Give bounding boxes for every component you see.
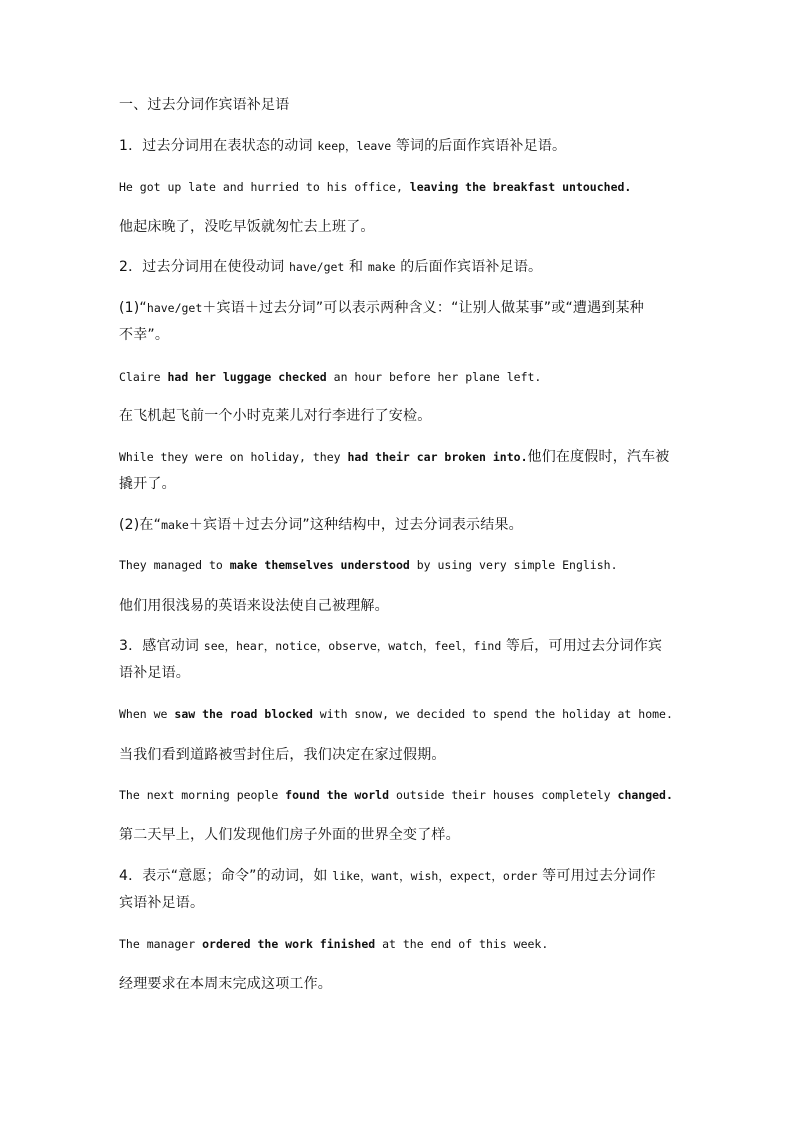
rule-3-title-cont: 语补足语。 <box>119 665 190 681</box>
text-run: 3．感官动词 <box>119 638 204 654</box>
text-run: Claire <box>119 370 168 384</box>
text-run: 和 <box>344 259 368 275</box>
text-run: have/get <box>146 301 203 315</box>
example-1-en <box>119 174 679 200</box>
text-run: make <box>367 260 396 274</box>
rule-2-point-2 <box>119 512 679 538</box>
example-3-en-text <box>119 450 528 464</box>
example-6-en <box>119 782 679 808</box>
text-run: outside their houses completely <box>389 788 618 802</box>
text-run: (2)在“ <box>119 517 162 533</box>
text-run: with snow, we decided to spend the holiday at home. <box>312 707 673 721</box>
text-run: (1)“ <box>119 300 147 316</box>
text-run: 等词的后面作宾语补足语。 <box>391 138 567 154</box>
text-run: an hour before her plane left. <box>326 370 542 384</box>
example-3-en <box>119 444 679 470</box>
example-7-zh: 经理要求在本周末完成这项工作。 <box>119 976 332 992</box>
example-3-zh-inline: 他们在度假时，汽车被 <box>527 449 670 465</box>
text-run: He got up late and hurried to his office, <box>119 180 410 194</box>
bold-phrase: had their car broken into. <box>347 450 528 464</box>
bold-phrase: make themselves understood <box>229 558 410 572</box>
example-6-zh: 第二天早上，人们发现他们房子外面的世界全变了样。 <box>119 827 460 843</box>
text-run: like，want，wish，expect，order <box>332 869 538 883</box>
rule-4-title <box>119 863 679 889</box>
text-run: keep，leave <box>317 139 392 153</box>
bold-phrase: leaving the breakfast untouched. <box>409 180 632 194</box>
example-4-zh: 他们用很浅易的英语来设法使自己被理解。 <box>119 598 389 614</box>
example-1-zh: 他起床晚了，没吃早饭就匆忙去上班了。 <box>119 219 375 235</box>
bold-phrase: changed. <box>617 788 673 802</box>
text-run: They managed to <box>119 558 230 572</box>
rule-2-title <box>119 254 679 280</box>
text-run: 1．过去分词用在表状态的动词 <box>119 138 318 154</box>
text-run: at the end of this week. <box>375 937 549 951</box>
rule-1-title <box>119 133 679 159</box>
example-4-en <box>119 552 679 578</box>
rule-3-title <box>119 633 679 659</box>
text-run: ＋宾语＋过去分词”这种结构中，过去分词表示结果。 <box>188 517 523 533</box>
rule-4-title-cont: 宾语补足语。 <box>119 895 205 911</box>
text-run: make <box>161 518 189 532</box>
text-run: ＋宾语＋过去分词”可以表示两种含义：“让别人做某事”或“遭遇到某种 <box>202 300 644 316</box>
text-run: by using very simple English. <box>409 558 618 572</box>
text-run: 等可用过去分词作 <box>537 868 656 884</box>
text-run: 等后，可用过去分词作宾 <box>501 638 663 654</box>
text-run: The manager <box>119 937 203 951</box>
text-run: 2．过去分词用在使役动词 <box>119 259 289 275</box>
bold-phrase: found the world <box>285 788 390 802</box>
rule-2-point-1-cont: 不幸”。 <box>119 327 170 343</box>
bold-phrase: saw the road blocked <box>174 707 313 721</box>
text-run: 4．表示“意愿；命令”的动词，如 <box>119 868 333 884</box>
example-7-en <box>119 931 679 957</box>
text-run: The next morning people <box>119 788 286 802</box>
rule-2-point-1 <box>119 295 679 321</box>
example-3-zh-cont: 撬开了。 <box>119 476 176 492</box>
bold-phrase: ordered the work finished <box>202 937 376 951</box>
section-heading: 一、过去分词作宾语补足语 <box>119 97 290 113</box>
example-5-en <box>119 701 679 727</box>
text-run: While they were on holiday, they <box>119 450 348 464</box>
bold-phrase: had her luggage checked <box>167 370 327 384</box>
text-run: 的后面作宾语补足语。 <box>395 259 543 275</box>
text-run: have/get <box>288 260 345 274</box>
example-2-zh: 在飞机起飞前一个小时克莱儿对行李进行了安检。 <box>119 408 432 424</box>
example-2-en <box>119 364 679 390</box>
text-run: When we <box>119 707 175 721</box>
text-run: see，hear，notice，observe，watch，feel，find <box>203 639 502 653</box>
example-5-zh: 当我们看到道路被雪封住后，我们决定在家过假期。 <box>119 747 446 763</box>
